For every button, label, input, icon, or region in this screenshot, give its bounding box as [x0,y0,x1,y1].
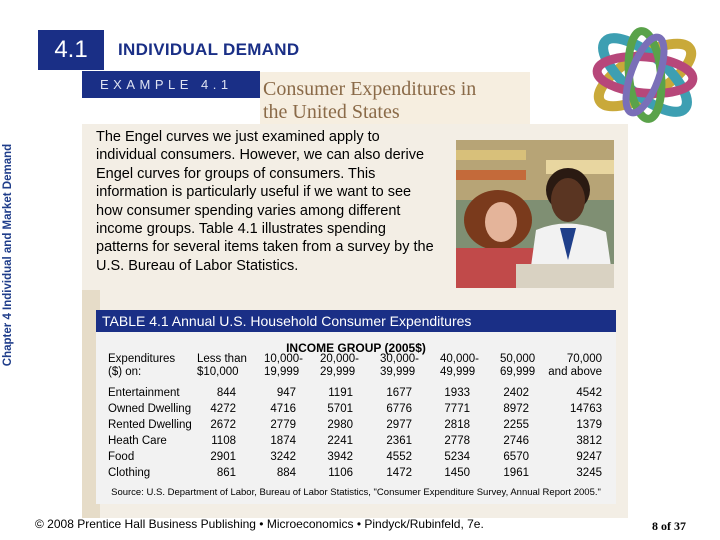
table-cell: 1379 [576,419,602,431]
chapter-side-label: Chapter 4 Individual and Market Demand [2,143,14,367]
column-header-less-than-10000: Less than $10,000 [197,353,247,378]
table-cell: 2779 [270,419,296,431]
table-cell: 8972 [503,403,529,415]
table-cell: 3242 [270,451,296,463]
section-number-tab: 4.1 [38,30,104,70]
section-title: INDIVIDUAL DEMAND [118,40,300,59]
table-cell: 1874 [270,435,296,447]
row-label: Owned Dwelling [108,403,192,415]
table-cell: 5234 [444,451,470,463]
table-cell: 2402 [503,387,529,399]
table-cell: 1961 [503,467,529,479]
table-cell: 884 [276,467,296,479]
table-cell: 1472 [386,467,412,479]
column-header-20000-29999: 20,000- 29,999 [320,353,360,378]
table-cell: 4542 [576,387,602,399]
table-cell: 2241 [327,435,353,447]
rings-logo-image [570,20,720,130]
table-cell: 1106 [328,467,353,479]
row-label: Entertainment [108,387,180,399]
example-title [260,72,530,124]
table-cell: 861 [216,467,236,479]
table-cell: 3812 [576,435,602,447]
table-cell: 2901 [210,451,236,463]
row-label: Heath Care [108,435,167,447]
table-cell: 6570 [503,451,529,463]
table-cell: 6776 [386,403,412,415]
column-header-40000-49999: 40,000- 49,999 [440,353,480,378]
example-title-line-2: the United States [263,101,400,123]
table-cell: 9247 [576,451,602,463]
table-cell: 4272 [210,403,236,415]
table-cell: 14763 [570,403,602,415]
table-cell: 1191 [328,387,353,399]
table-cell: 4552 [386,451,412,463]
table-cell: 2980 [327,419,353,431]
column-header-50000-69999: 50,000 69,999 [500,353,536,378]
table-cell: 4716 [270,403,296,415]
footer-credit: © 2008 Prentice Hall Business Publishing • Microeconomics • Pindyck/Rubinfeld, 7e. [35,517,484,531]
page-number: 8 of 37 [652,519,686,533]
table-cell: 2361 [386,435,412,447]
column-header-10000-19999: 10,000- 19,999 [264,353,304,378]
table-cell: 947 [276,387,296,399]
table-cell: 3245 [576,467,602,479]
table-cell: 2818 [444,419,470,431]
row-label: Clothing [108,467,151,479]
column-header-expenditures: Expenditures ($) on: [108,353,176,378]
income-group-title: INCOME GROUP (2005$) [286,341,426,355]
table-cell: 1933 [444,387,470,399]
column-header-30000-39999: 30,000- 39,999 [380,353,420,378]
table-cell: 5701 [327,403,353,415]
table-cell: 3942 [327,451,353,463]
table-cell: 2255 [503,419,529,431]
expenditure-table [96,332,616,504]
table-cell: 1677 [386,387,412,399]
intro-paragraph: The Engel curves we just examined apply to individual consumers. However, we can also derive Engel curves for groups of consumers. This information is particularly useful if we want to see how consumer spending varies among different income groups. Table 4.1 illustrates spending patterns for several items taken from a survey by the U.S. Bureau of Labor Statistics. [96,129,434,274]
table-cell: 1450 [444,467,470,479]
table-cell: 2672 [210,419,236,431]
example-label-bar: EXAMPLE 4.1 [82,71,260,98]
column-header-70000-and-above: 70,000 and above [548,353,602,378]
table-cell: 2778 [444,435,470,447]
table-cell: 1108 [211,435,236,447]
example-title-line-1: Consumer Expenditures in [263,78,477,100]
table-source-note: Source: U.S. Department of Labor, Bureau of Labor Statistics, "Consumer Expenditure Survey, Annual Report 2005." [111,487,601,498]
table-title: TABLE 4.1 Annual U.S. Household Consumer Expenditures [96,310,616,332]
table-cell: 2746 [503,435,529,447]
row-label: Rented Dwelling [108,419,192,431]
table-cell: 2977 [386,419,412,431]
grocery-photo [456,140,614,288]
table-cell: 7771 [444,403,470,415]
row-label: Food [108,451,135,463]
table-cell: 844 [216,387,236,399]
